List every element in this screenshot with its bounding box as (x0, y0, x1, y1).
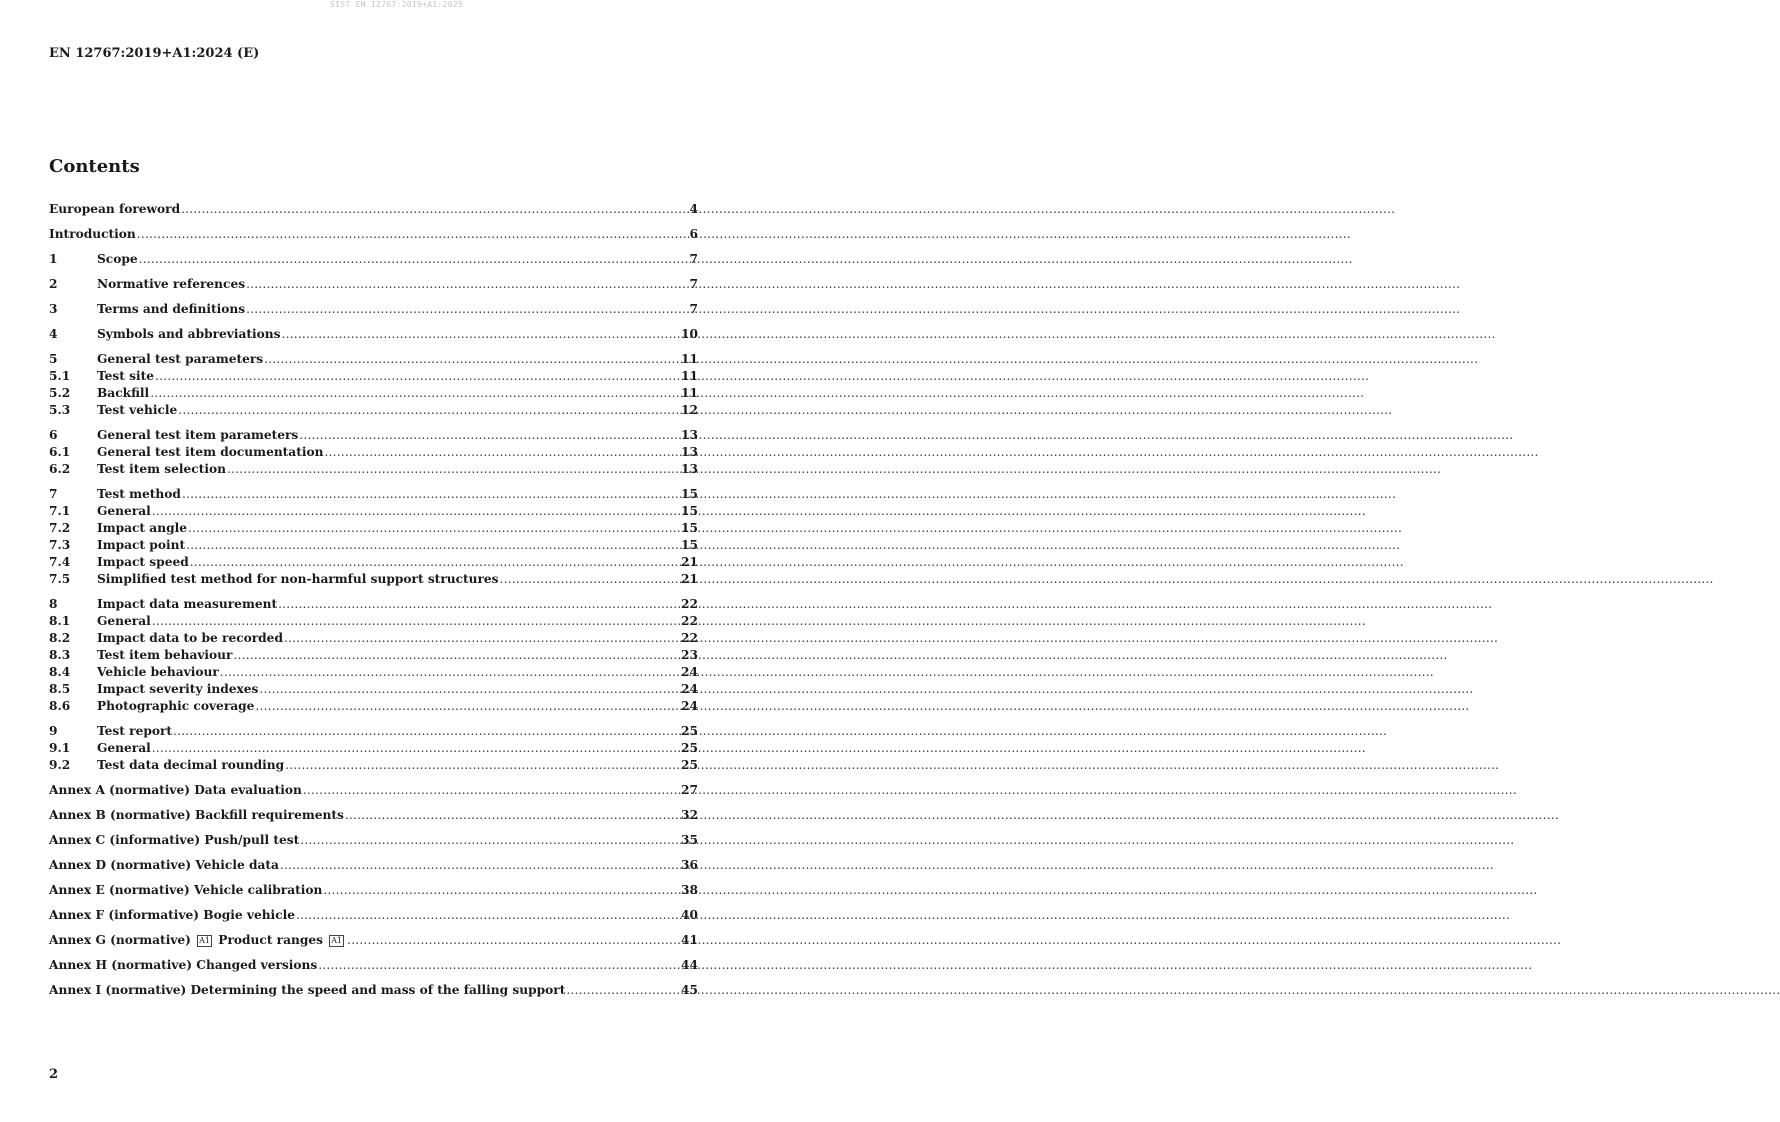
dot-leader (303, 782, 680, 799)
toc-entry-title: Annex I (normative) Determining the speed and mass of the falling support (49, 983, 566, 997)
toc-entry-number: 8.2 (49, 631, 71, 645)
toc-entry-number: 8.3 (49, 648, 71, 662)
toc-entry-number: 8.4 (49, 665, 71, 679)
dot-leader (173, 723, 680, 740)
toc-entry-number: 6.1 (49, 445, 71, 459)
dot-leader (233, 647, 680, 664)
dot-leader (227, 461, 680, 478)
toc-entry-page: 4 (689, 202, 698, 216)
toc-entry-number: 8.1 (49, 614, 71, 628)
toc-entry-number: 9.2 (49, 758, 71, 772)
toc-entry-number: 7 (49, 487, 58, 501)
toc-entry-number: 4 (49, 327, 58, 341)
toc-entry-page: 13 (681, 445, 698, 459)
toc-entry-page: 11 (681, 352, 698, 366)
toc-entry-page: 45 (681, 983, 698, 997)
dot-leader (246, 301, 688, 318)
dot-leader (318, 957, 680, 974)
dot-leader (285, 757, 680, 774)
toc-entry-title: Backfill (97, 386, 150, 400)
toc-entry-title: Annex C (informative) Push/pull test (49, 833, 300, 847)
toc-entry-title: Annex B (normative) Backfill requirements (49, 808, 344, 822)
toc-entry-test-site[interactable] (49, 368, 698, 385)
table-of-contents (49, 201, 698, 999)
toc-entry-photographic-coverage[interactable] (49, 698, 698, 715)
toc-entry-title: General test parameters (97, 352, 264, 366)
toc-entry-number: 5.3 (49, 403, 71, 417)
toc-entry-general-test-item-parameters[interactable] (49, 427, 698, 444)
toc-entry-title: Photographic coverage (97, 699, 255, 713)
dot-leader (324, 444, 680, 461)
toc-entry-page: 44 (681, 958, 698, 972)
toc-entry-test-method[interactable] (49, 486, 698, 503)
toc-entry-page: 15 (681, 521, 698, 535)
toc-entry-annex-g[interactable] (49, 932, 698, 949)
dot-leader (347, 932, 680, 949)
toc-entry-page: 25 (681, 724, 698, 738)
toc-entry-title: Test data decimal rounding (97, 758, 285, 772)
toc-entry-page: 38 (681, 883, 698, 897)
toc-entry-number: 7.1 (49, 504, 71, 518)
toc-entry-page: 7 (689, 302, 698, 316)
dot-leader (280, 857, 680, 874)
page-number: 2 (49, 1067, 59, 1082)
toc-entry-title: Introduction (49, 227, 136, 241)
dot-leader (300, 832, 680, 849)
toc-entry-number: 8.6 (49, 699, 71, 713)
toc-entry-impact-data-to-be-recorded[interactable] (49, 630, 698, 647)
toc-entry-number: 8.5 (49, 682, 71, 696)
toc-entry-title: Annex E (normative) Vehicle calibration (49, 883, 323, 897)
toc-entry-annex-e[interactable] (49, 882, 698, 899)
dot-leader (345, 807, 680, 824)
toc-entry-page: 12 (681, 403, 698, 417)
dot-leader (323, 882, 680, 899)
toc-entry-normative-references[interactable] (49, 276, 698, 293)
dot-leader (296, 907, 680, 924)
toc-entry-title: European foreword (49, 202, 181, 216)
toc-entry-european-foreword[interactable] (49, 201, 698, 218)
toc-entry-title: Test item selection (97, 462, 226, 476)
toc-entry-title-group (49, 932, 346, 949)
toc-entry-page: 15 (681, 538, 698, 552)
toc-entry-impact-point[interactable] (49, 537, 698, 554)
dot-leader (181, 201, 688, 218)
toc-entry-title: General (97, 614, 151, 628)
dot-leader (282, 326, 681, 343)
toc-entry-page: 22 (681, 631, 698, 645)
toc-entry-title: Annex H (normative) Changed versions (49, 958, 318, 972)
dot-leader (139, 251, 689, 268)
toc-entry-test-data-decimal-rounding[interactable] (49, 757, 698, 774)
toc-entry-page: 13 (681, 462, 698, 476)
dot-leader (259, 681, 680, 698)
dot-leader (137, 226, 689, 243)
toc-entry-page: 41 (681, 933, 698, 947)
dot-leader (500, 571, 680, 588)
toc-entry-page: 25 (681, 758, 698, 772)
dot-leader (278, 596, 680, 613)
toc-entry-terms-and-definitions[interactable] (49, 301, 698, 318)
toc-entry-title: Impact angle (97, 521, 187, 535)
toc-entry-number: 5.1 (49, 369, 71, 383)
toc-entry-symbols-and-abbreviations[interactable] (49, 326, 698, 343)
toc-entry-title: Symbols and abbreviations (97, 327, 281, 341)
toc-entry-title: Annex D (normative) Vehicle data (49, 858, 279, 872)
toc-entry-page: 36 (681, 858, 698, 872)
dot-leader (155, 368, 680, 385)
toc-entry-simplified-test-method[interactable] (49, 571, 698, 588)
toc-entry-page: 40 (681, 908, 698, 922)
toc-entry-page: 22 (681, 597, 698, 611)
toc-entry-title: Impact speed (97, 555, 189, 569)
dot-leader (150, 385, 680, 402)
dot-leader (182, 486, 680, 503)
dot-leader (188, 520, 680, 537)
toc-entry-title: Normative references (97, 277, 246, 291)
toc-entry-title: General test item documentation (97, 445, 324, 459)
toc-entry-impact-angle[interactable] (49, 520, 698, 537)
toc-entry-number: 9 (49, 724, 58, 738)
toc-entry-test-item-selection[interactable] (49, 461, 698, 478)
toc-entry-page: 21 (681, 555, 698, 569)
toc-entry-title: General test item parameters (97, 428, 299, 442)
toc-entry-impact-data-measurement[interactable] (49, 596, 698, 613)
dot-leader (220, 664, 680, 681)
toc-entry-annex-c[interactable] (49, 832, 698, 849)
dot-leader (178, 402, 680, 419)
toc-entry-test-report[interactable] (49, 723, 698, 740)
toc-entry-vehicle-behaviour[interactable] (49, 664, 698, 681)
toc-entry-title: Terms and definitions (97, 302, 246, 316)
toc-entry-page: 6 (689, 227, 698, 241)
watermark: SIST EN 12767:2019+A1:2025 (329, 0, 464, 9)
toc-entry-number: 5.2 (49, 386, 71, 400)
dot-leader (246, 276, 688, 293)
toc-entry-backfill[interactable] (49, 385, 698, 402)
toc-entry-page: 13 (681, 428, 698, 442)
toc-entry-page: 24 (681, 665, 698, 679)
toc-entry-title: Annex F (informative) Bogie vehicle (49, 908, 295, 922)
dot-leader (299, 427, 680, 444)
toc-entry-title: Impact data to be recorded (97, 631, 283, 645)
amendment-end-marker-icon: A1 (331, 936, 343, 945)
toc-entry-general-test-item-documentation[interactable] (49, 444, 698, 461)
dot-leader (566, 982, 680, 999)
toc-entry-page: 32 (681, 808, 698, 822)
toc-entry-page: 23 (681, 648, 698, 662)
toc-entry-page: 25 (681, 741, 698, 755)
toc-entry-number: 9.1 (49, 741, 71, 755)
toc-entry-title: Test report (97, 724, 173, 738)
dot-leader (152, 740, 680, 757)
toc-entry-number: 7.4 (49, 555, 71, 569)
document-id: EN 12767:2019+A1:2024 (E) (49, 46, 260, 61)
toc-entry-number: 1 (49, 252, 58, 266)
toc-entry-title: Product ranges (218, 933, 324, 947)
toc-entry-page: 7 (689, 252, 698, 266)
toc-entry-number: 7.5 (49, 572, 71, 586)
toc-entry-page: 21 (681, 572, 698, 586)
amendment-start-marker-icon: A1 (199, 936, 211, 945)
toc-entry-page: 15 (681, 504, 698, 518)
toc-entry-number: 8 (49, 597, 58, 611)
toc-entry-page: 11 (681, 369, 698, 383)
dot-leader (190, 554, 680, 571)
toc-entry-number: 7.3 (49, 538, 71, 552)
dot-leader (255, 698, 680, 715)
toc-entry-number: 7.2 (49, 521, 71, 535)
toc-entry-title: Simplified test method for non-harmful support structures (97, 572, 499, 586)
contents-heading: Contents (49, 156, 140, 177)
toc-entry-title: Vehicle behaviour (97, 665, 219, 679)
toc-entry-impact-speed[interactable] (49, 554, 698, 571)
toc-entry-title-prefix: Annex G (normative) (49, 933, 196, 947)
toc-entry-number: 5 (49, 352, 58, 366)
toc-entry-introduction[interactable] (49, 226, 698, 243)
toc-entry-number: 3 (49, 302, 58, 316)
toc-entry-page: 24 (681, 699, 698, 713)
toc-entry-title: General (97, 741, 151, 755)
toc-entry-general[interactable] (49, 740, 698, 757)
toc-entry-number: 6.2 (49, 462, 71, 476)
dot-leader (186, 537, 680, 554)
toc-entry-page: 24 (681, 682, 698, 696)
toc-entry-annex-d[interactable] (49, 857, 698, 874)
toc-entry-title: Impact data measurement (97, 597, 278, 611)
toc-entry-title: Scope (97, 252, 138, 266)
toc-entry-scope[interactable] (49, 251, 698, 268)
toc-entry-number: 2 (49, 277, 58, 291)
toc-entry-title: Impact point (97, 538, 186, 552)
toc-entry-general[interactable] (49, 613, 698, 630)
toc-entry-title: Test item behaviour (97, 648, 233, 662)
toc-entry-page: 35 (681, 833, 698, 847)
toc-entry-annex-a[interactable] (49, 782, 698, 799)
toc-entry-page: 7 (689, 277, 698, 291)
toc-entry-general-test-parameters[interactable] (49, 351, 698, 368)
toc-entry-page: 27 (681, 783, 698, 797)
toc-entry-title: General (97, 504, 151, 518)
toc-entry-title: Annex A (normative) Data evaluation (49, 783, 302, 797)
toc-entry-impact-severity-indexes[interactable] (49, 681, 698, 698)
toc-entry-test-item-behaviour[interactable] (49, 647, 698, 664)
toc-entry-page: 11 (681, 386, 698, 400)
toc-entry-title: Test vehicle (97, 403, 178, 417)
dot-leader (264, 351, 680, 368)
toc-entry-test-vehicle[interactable] (49, 402, 698, 419)
toc-entry-number: 6 (49, 428, 58, 442)
toc-entry-annex-i[interactable] (49, 982, 698, 999)
toc-entry-title: Impact severity indexes (97, 682, 259, 696)
toc-entry-page: 10 (681, 327, 698, 341)
toc-entry-title: Test method (97, 487, 181, 501)
toc-entry-general[interactable] (49, 503, 698, 520)
toc-entry-annex-b[interactable] (49, 807, 698, 824)
dot-leader (152, 503, 680, 520)
toc-entry-page: 15 (681, 487, 698, 501)
toc-entry-annex-h[interactable] (49, 957, 698, 974)
dot-leader (152, 613, 680, 630)
toc-entry-annex-f[interactable] (49, 907, 698, 924)
dot-leader (284, 630, 680, 647)
toc-entry-page: 22 (681, 614, 698, 628)
toc-entry-title: Test site (97, 369, 155, 383)
